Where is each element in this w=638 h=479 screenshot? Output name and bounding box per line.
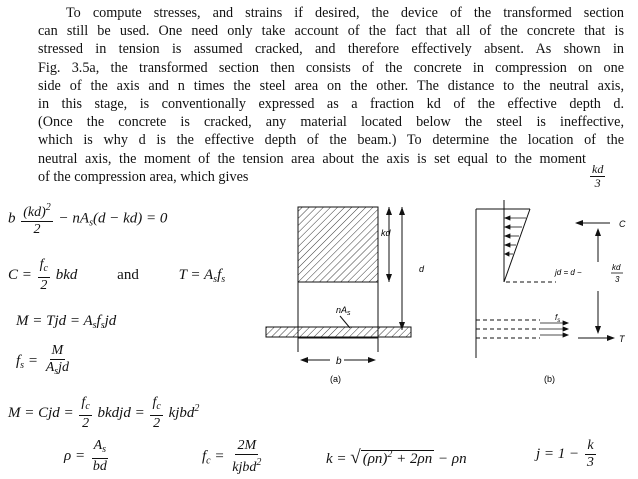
equation-moment-compression: M = Cjd = $\frac{f_c}{2}$ bkdjd = $\frac{f_c}{2}$ kjbd$^2$	[8, 395, 200, 431]
paragraph-line: which is why d is the effective depth of the beam.) To determine the location of the	[38, 132, 624, 149]
nAs-leader	[340, 316, 350, 328]
equation-moment-tension: M = Tjd = $A_sf_sjd$	[16, 313, 117, 331]
equation-neutral-axis: b $\frac{(kd)^2}{2}$ − $nA_s(d - kd) = 0$	[8, 202, 168, 237]
nAs-label: $nA_s$	[336, 305, 351, 317]
paragraph-line: stressed in tension is assumed cracked, and therefore effectively absent. As shown in	[38, 41, 624, 58]
paragraph-line: (Once the concrete is cracked, any material located below the steel is ineffective,	[38, 114, 624, 131]
fs-label: $f_s$	[555, 313, 561, 324]
paragraph-line: of the compression area, which gives	[38, 168, 249, 185]
paragraph-line: side of the axis and n times the steel area on the other. The distance to the neutral axis,	[38, 77, 624, 94]
figure-a	[266, 207, 425, 384]
tension-steel-arrows	[540, 321, 568, 337]
equation-k: k = √ $(\rho n)^2 + 2\rho n - \rho n$	[326, 447, 467, 468]
jd-3-label: 3	[615, 275, 620, 284]
equation-j: j = 1 − $\frac{k}{3}$	[536, 438, 594, 470]
d-label: d	[419, 264, 425, 274]
equation-steel-ratio: ρ = $\frac{A_s}{bd}$	[64, 438, 107, 474]
compression-zone	[298, 207, 378, 282]
figure-b	[476, 200, 626, 384]
T-label: T	[619, 334, 625, 344]
transformed-steel	[266, 327, 411, 337]
kd-over-3-label: $\frac{kd}{3}$	[592, 162, 604, 190]
equation-steel-stress: $f_s$ = $\frac{M}{A_sjd}$	[16, 343, 70, 377]
equation-concrete-stress: $f_c$ = $\frac{2M}{kjbd^2}$	[202, 438, 262, 475]
caption-a: (a)	[330, 374, 341, 384]
paragraph-line: To compute stresses, and strains if desired, the device of the transformed section	[66, 5, 624, 21]
jd-label: jd = d −	[555, 268, 582, 277]
jd-kd-label: kd	[612, 263, 621, 272]
kd-label: kd	[381, 228, 391, 238]
C-label: C	[619, 219, 626, 229]
caption-b: (b)	[544, 374, 555, 384]
b-label: b	[336, 356, 342, 367]
paragraph-line: in this stage, is conventionally expressed as a fraction kd of the effective depth d.	[38, 96, 624, 113]
paragraph-line: can still be used. One need only take account of the fact that all of the concrete that is	[38, 23, 624, 40]
paragraph-line: neutral axis, the moment of the tension area about the axis is set equal to the moment	[38, 150, 586, 167]
paragraph-line: Fig. 3.5a, the transformed section then consists of the concrete in compression on one	[38, 59, 624, 76]
equation-forces: C = $\frac{f_c}{2}$ bkd and $T = A_sf_s$	[8, 257, 226, 293]
